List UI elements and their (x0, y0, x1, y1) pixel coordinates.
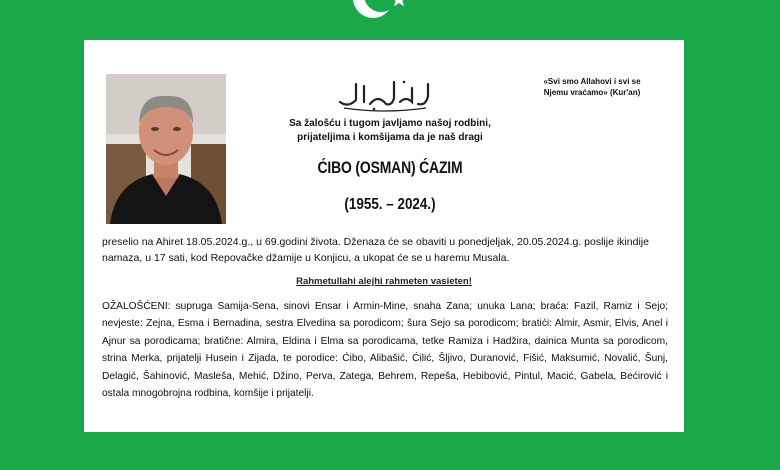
intro-line-1: Sa žalošću i tugom javljamo našoj rodbini, (289, 118, 491, 129)
deceased-name: ĆIBO (OSMAN) ĆAZIM (317, 158, 463, 177)
rahmet-text: Rahmetullahi alejhi rahmeten vasieten! (296, 276, 472, 287)
mourners-list: OŽALOŠĆENI: supruga Samija-Sena, sinovi Ensar i Armin-Mine, snaha Zana; unuka Lana; braća: Fazil, Ramiz i Sejo; nevjeste: Zejna, Esma i Bernadina, sestra Elvedina sa porodicom; šura Sejo sa porodicom; bratići: Almir, Asmir, Elvis, Anel i Ajnur sa porodicama; bratične: Almira, Eldina i Elma sa porodicama, tetke Ramiza i Hadžira, dainica Munta sa porodicom, strina Merka, prijatelji Husein i Zijada, te porodice: Ćibo, Alibašić, Ćilić, Šljivo, Duranović, Fišić, Maksumić, Novalić, Šunj, Delagić, Šahinović, Masleša, Mehić, Džino, Perva, Zatega, Behrem, Repeša, Hebibović, Pintul, Macić, Gabela, Bećirović i ostala mnogobrojna rodbina, komšije i prijatelji. (102, 301, 668, 400)
crescent-star-icon (343, 0, 421, 26)
quote-line-2: Njemu vraćamo» (Kur'an) (543, 88, 641, 97)
arabic-calligraphy (334, 76, 434, 112)
portrait-photo (106, 74, 226, 224)
rahmet-line (84, 276, 684, 287)
quote-line-1: «Svi smo Allahovi i svi se (543, 77, 641, 86)
deceased-years: (1955. – 2024.) (344, 196, 436, 213)
quran-quote (522, 76, 662, 98)
announcement-text: preselio na Ahiret 18.05.2024.g., u 69.godini života. Dženaza će se obaviti u ponedjeljak, 20.05.2024.g. poslije ikindije namaza, u 17 sati, kod Repovačke džamije u Konjicu, a ukopat će se u haremu Musala. (102, 236, 649, 264)
intro-text (260, 117, 520, 145)
intro-line-2: prijateljima i komšijama da je naš dragi (297, 132, 483, 143)
obituary-card (84, 40, 684, 432)
